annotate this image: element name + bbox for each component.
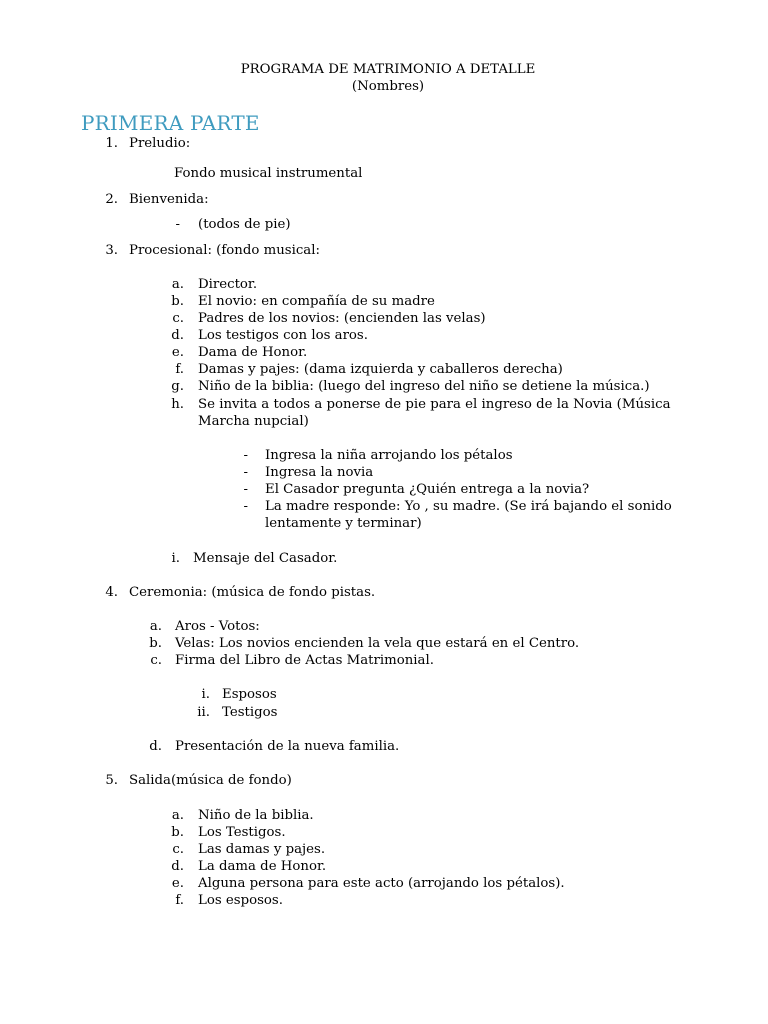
- list-item: Se invita a todos a ponerse de pie para el ingreso de la Novia (Música: [198, 397, 671, 412]
- list-letter: f.: [175, 362, 184, 377]
- list-item-presentacion: Presentación de la nueva familia.: [175, 739, 400, 754]
- list-item: Los testigos con los aros.: [198, 328, 368, 343]
- list-item: El novio: en compañía de su madre: [198, 294, 435, 309]
- list-dash: -: [243, 499, 248, 514]
- list-letter: e.: [171, 345, 184, 360]
- list-letter: b.: [149, 636, 162, 651]
- list-item: Testigos: [222, 705, 278, 720]
- list-item: Velas: Los novios encienden la vela que estará en el Centro.: [175, 636, 580, 651]
- list-item: Damas y pajes: (dama izquierda y caballeros derecha): [198, 362, 563, 377]
- list-roman: i.: [201, 687, 210, 702]
- list-letter: g.: [171, 379, 184, 394]
- list-dash: -: [243, 482, 248, 497]
- list-item: Ingresa la niña arrojando los pétalos: [265, 448, 513, 463]
- list-item-mensaje: Mensaje del Casador.: [193, 551, 338, 566]
- list-item-preludio: Preludio:: [129, 136, 191, 151]
- list-item-detail: (todos de pie): [198, 217, 291, 232]
- list-letter: d.: [149, 739, 162, 754]
- list-item: Padres de los novios: (encienden las velas): [198, 311, 486, 326]
- list-number: 2.: [105, 192, 118, 207]
- list-item-detail: Fondo musical instrumental: [174, 166, 363, 181]
- list-item: Ingresa la novia: [265, 465, 374, 480]
- list-letter: a.: [149, 619, 162, 634]
- list-letter: b.: [171, 825, 184, 840]
- list-item: El Casador pregunta ¿Quién entrega a la novia?: [265, 482, 590, 497]
- list-letter: c.: [172, 311, 184, 326]
- list-item-bienvenida: Bienvenida:: [129, 192, 209, 207]
- list-item: Aros - Votos:: [175, 619, 260, 634]
- list-letter: b.: [171, 294, 184, 309]
- list-number: 3.: [105, 243, 118, 258]
- list-item: Niño de la biblia.: [198, 808, 314, 823]
- list-item: Los esposos.: [198, 893, 283, 908]
- list-item: Los Testigos.: [198, 825, 286, 840]
- list-dash: -: [175, 217, 180, 232]
- list-item: Dama de Honor.: [198, 345, 308, 360]
- list-item: Director.: [198, 277, 258, 292]
- list-item: Alguna persona para este acto (arrojando los pétalos).: [198, 876, 565, 891]
- list-item-continuation: lentamente y terminar): [265, 516, 422, 531]
- list-item: La dama de Honor.: [198, 859, 327, 874]
- section-heading: PRIMERA PARTE: [81, 111, 260, 135]
- list-letter: a.: [171, 808, 184, 823]
- list-dash: -: [243, 448, 248, 463]
- list-number: 5.: [105, 773, 118, 788]
- list-item: Las damas y pajes.: [198, 842, 326, 857]
- list-letter: d.: [171, 859, 184, 874]
- list-item-salida: Salida(música de fondo): [129, 773, 292, 788]
- list-item: La madre responde: Yo , su madre. (Se irá bajando el sonido: [265, 499, 672, 514]
- list-letter: c.: [150, 653, 162, 668]
- list-number: 1.: [105, 136, 118, 151]
- list-number: 4.: [105, 585, 118, 600]
- list-letter: d.: [171, 328, 184, 343]
- list-item-procesional: Procesional: (fondo musical:: [129, 243, 320, 258]
- list-dash: -: [243, 465, 248, 480]
- list-item: Niño de la biblia: (luego del ingreso del niño se detiene la música.): [198, 379, 650, 394]
- list-roman: ii.: [197, 705, 210, 720]
- list-letter: i.: [171, 551, 180, 566]
- list-letter: e.: [171, 876, 184, 891]
- list-letter: h.: [171, 397, 184, 412]
- document-subtitle: (Nombres): [351, 79, 425, 94]
- list-item: Firma del Libro de Actas Matrimonial.: [175, 653, 434, 668]
- list-letter: c.: [172, 842, 184, 857]
- list-item-ceremonia: Ceremonia: (música de fondo pistas.: [129, 585, 376, 600]
- list-letter: f.: [175, 893, 184, 908]
- list-item-continuation: Marcha nupcial): [198, 414, 309, 429]
- document-title: PROGRAMA DE MATRIMONIO A DETALLE: [240, 62, 536, 77]
- list-letter: a.: [171, 277, 184, 292]
- list-item: Esposos: [222, 687, 277, 702]
